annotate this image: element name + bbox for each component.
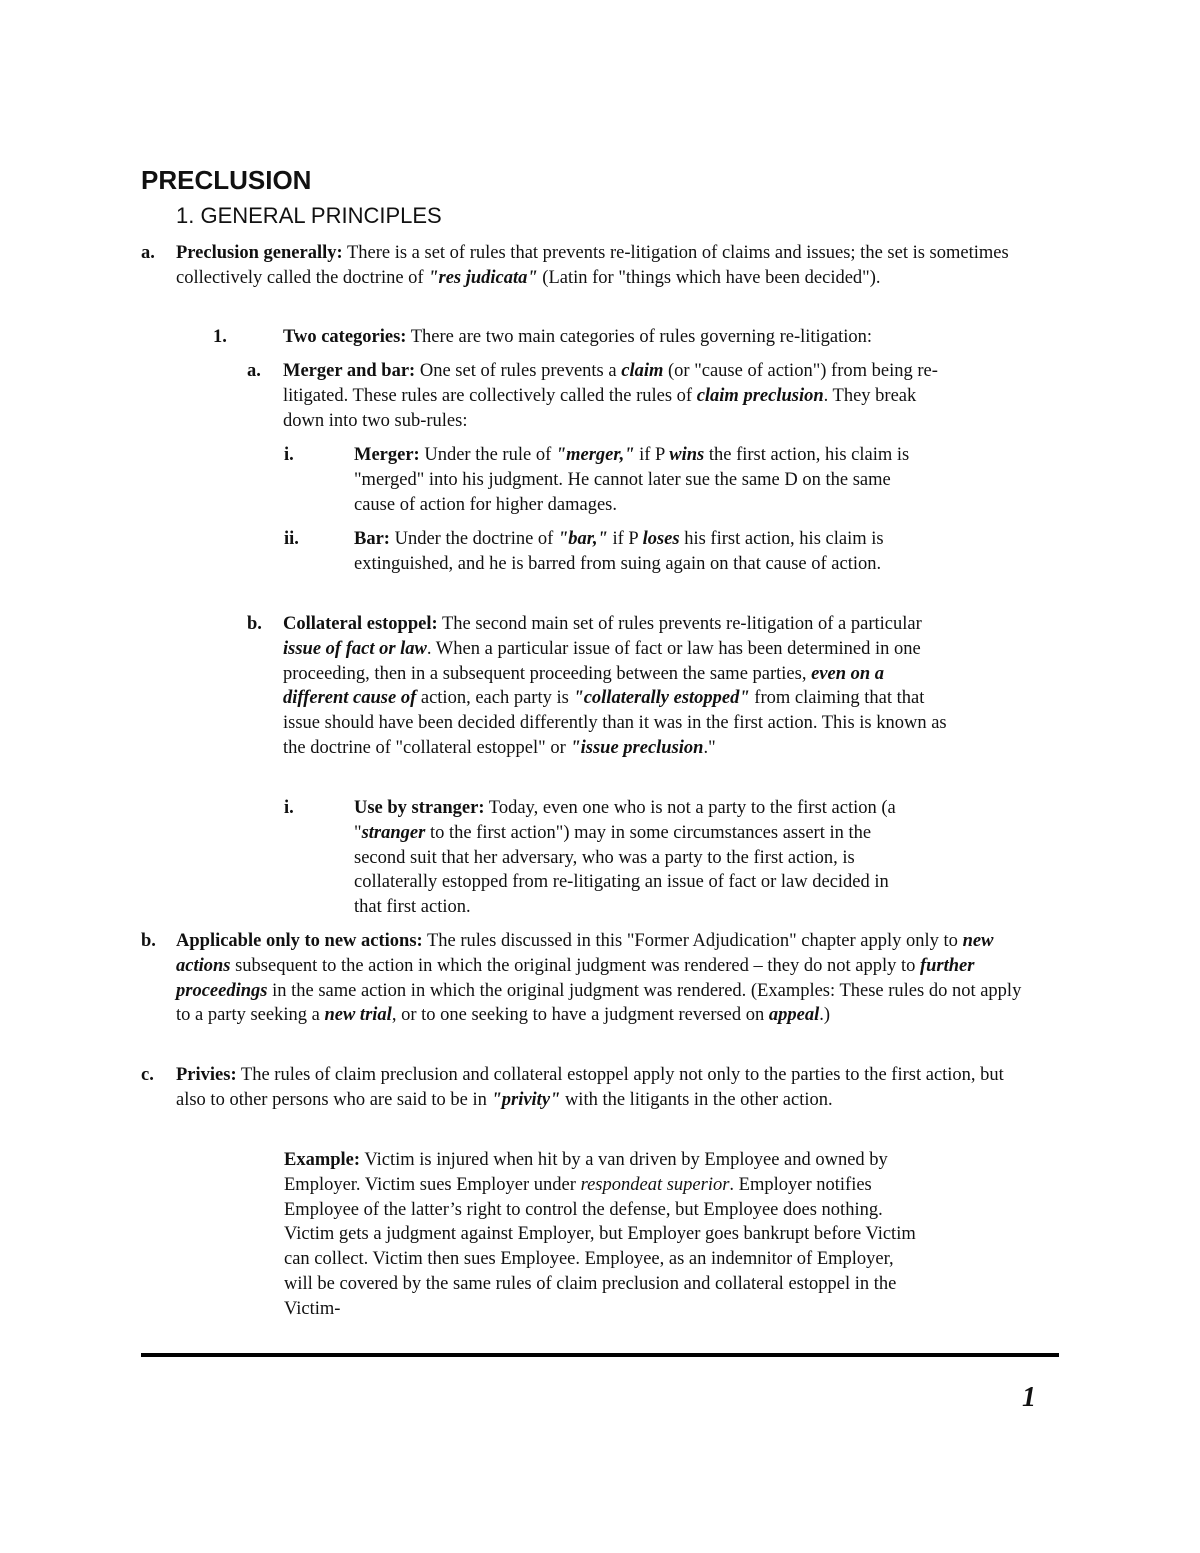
emphasis: "res judicata" xyxy=(428,267,538,288)
paragraph-text: Collateral estoppel: The second main set of rules prevents re-litigation of a particular issue of fact or law. When a particular issue of fact or law has been determined in one proceeding, then in a subsequent proceeding between the same parties, even on a different cause of action, each party is "collaterally estopped" from claiming that that issue should have been decided differently than it was in the first action. This is known as the doctrine of "collateral estoppel" or "issue preclusion." xyxy=(283,614,947,758)
list-marker: i. xyxy=(284,798,294,818)
term-label: Merger and bar: xyxy=(283,361,416,381)
emphasis: even on a different cause of xyxy=(283,663,885,709)
paragraph-text: Merger: Under the rule of "merger," if P wins the first action, his claim is "merged" into his judgment. He cannot later sue the same D on the same cause of action for higher damages. xyxy=(354,445,910,515)
paragraph-text: Use by stranger: Today, even one who is not a party to the first action (a "stranger to the first action") may in some circumstances assert in the second suit that her adversary, who was a party to the first action, is collaterally estopped from re-litigating an issue of fact or law decided in that first action. xyxy=(354,798,896,918)
emphasis: "issue preclusion xyxy=(570,737,704,758)
term-label: Applicable only to new actions: xyxy=(176,931,423,951)
footer-divider xyxy=(141,1353,1059,1357)
emphasis: further proceedings xyxy=(176,955,975,1001)
example-block: Example: Victim is injured when hit by a van driven by Employee and owned by Employer. Victim sues Employer under respondeat superior. Employer notifies Employee of the latter’s right to control the defense, but Employee does nothing. Victim gets a judgment against Employer, but Employer goes bankrupt before Victim can collect. Victim then sues Employee. Employee, as an indemnitor of Employer, will be covered by the same rules of claim preclusion and collateral estoppel in the Victim- xyxy=(284,1150,916,1319)
page-title: PRECLUSION xyxy=(141,165,312,195)
paragraph-text: Preclusion generally: There is a set of rules that prevents re-litigation of claims and issues; the set is sometimes collectively called the doctrine of "res judicata" (Latin for "things which have been decided"). xyxy=(176,243,1009,288)
emphasis: claim preclusion xyxy=(696,385,824,406)
list-marker: a. xyxy=(141,243,155,263)
emphasis: "collaterally estopped" xyxy=(573,688,750,709)
term-label: Two categories: xyxy=(283,327,407,347)
paragraph-text: Bar: Under the doctrine of "bar," if P loses his first action, his claim is extinguished, and he is barred from suing again on that cause of action. xyxy=(354,529,884,574)
page-number: 1 xyxy=(1022,1382,1036,1413)
term-label: Merger: xyxy=(354,445,420,465)
emphasis: "merger," xyxy=(555,445,635,465)
paragraph-text: Merger and bar: One set of rules prevents a claim (or "cause of action") from being re-litigated. These rules are collectively called the rules of claim preclusion. They break down into two sub-rules: xyxy=(283,361,938,431)
emphasis: issue of fact or law xyxy=(283,638,427,659)
term-label: Bar: xyxy=(354,529,390,549)
list-marker: b. xyxy=(141,931,156,951)
term-label: Collateral estoppel: xyxy=(283,614,438,634)
paragraph-text: Privies: The rules of claim preclusion and collateral estoppel apply not only to the parties to the first action, but also to other persons who are said to be in "privity" with the litigants in the other action. xyxy=(176,1065,1004,1110)
emphasis: respondeat superior xyxy=(580,1174,730,1195)
emphasis: loses xyxy=(642,529,680,549)
emphasis: wins xyxy=(669,445,705,465)
term-label: Privies: xyxy=(176,1065,237,1085)
emphasis: "bar," xyxy=(557,529,608,549)
list-marker: a. xyxy=(247,361,261,381)
section-heading: 1. GENERAL PRINCIPLES xyxy=(176,203,442,228)
emphasis: new trial xyxy=(324,1005,392,1026)
list-marker: 1. xyxy=(213,327,227,347)
list-marker: ii. xyxy=(284,529,299,549)
term-label: Preclusion generally: xyxy=(176,243,343,263)
term-label: Example: xyxy=(284,1150,361,1170)
emphasis: appeal xyxy=(768,1005,820,1026)
emphasis: "privity" xyxy=(491,1089,561,1110)
emphasis: claim xyxy=(621,361,664,381)
list-marker: c. xyxy=(141,1065,154,1085)
emphasis: new actions xyxy=(176,931,994,976)
emphasis: stranger xyxy=(361,822,426,843)
list-marker: i. xyxy=(284,445,294,465)
paragraph-text: Two categories: There are two main categories of rules governing re-litigation: xyxy=(283,327,873,347)
term-label: Use by stranger: xyxy=(354,798,485,818)
paragraph-text: Applicable only to new actions: The rules discussed in this "Former Adjudication" chapter apply only to new actions subsequent to the action in which the original judgment was rendered – they do not apply to further proceedings in the same action in which the original judgment was rendered. (Examples: These rules do not apply to a party seeking a new trial, or to one seeking to have a judgment reversed on appeal.) xyxy=(176,931,1022,1026)
list-marker: b. xyxy=(247,614,262,634)
